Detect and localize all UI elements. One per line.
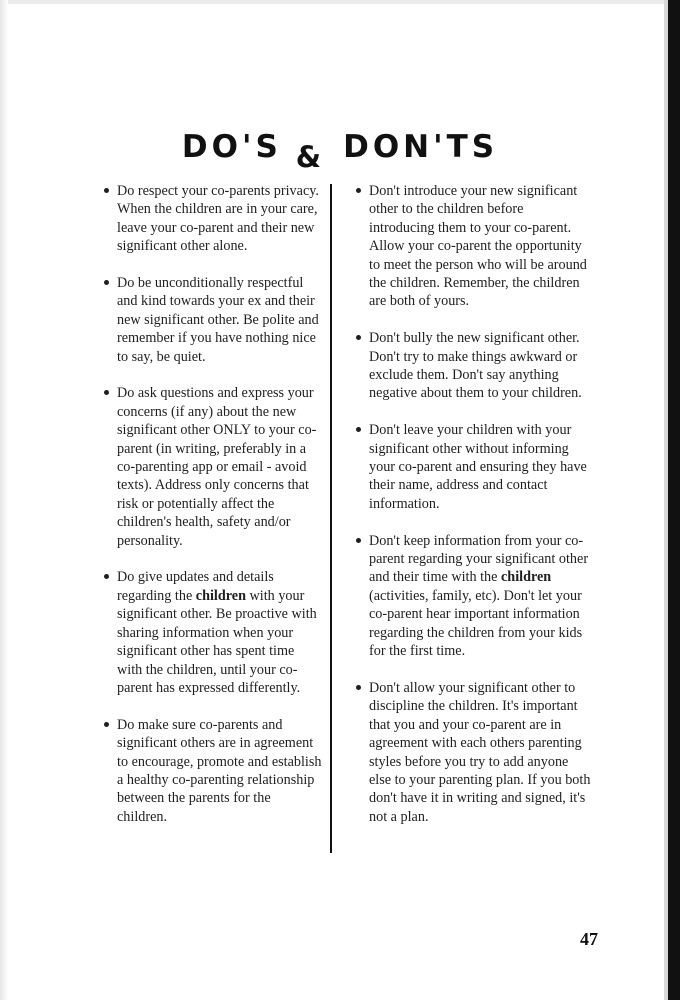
donts-item: Don't introduce your new significant other to the children before introducing them to your co-parent. Allow your co-parent the opportunity to meet the person who will be around the children. Remember, the children are both of yours. [352,182,592,311]
dos-list [100,182,322,826]
dos-item-text: Do give updates and details regarding the [117,569,274,604]
donts-item: Don't bully the new significant other. Don't try to make things awkward or exclude them. Don't say anything negative about them to your children. [352,329,592,403]
donts-column [352,182,592,845]
page-title [0,128,680,174]
title-ampersand: & [295,139,322,174]
dos-item: Do ask questions and express your concerns (if any) about the new significant other ONLY to your co-parent (in writing, preferably in a co-parenting app or email - avoid texts). Address only concerns that risk or potentially affect the children's health, safety and/or personality. [100,384,322,550]
title-donts: DON'TS [343,128,499,165]
dos-column [100,182,322,845]
dos-item-emphasis: children [195,587,246,604]
page-number: 47 [580,929,598,949]
donts-item-text: (activities, family, etc). Don't let your co-parent hear important information regarding the children from your kids for the first time. [369,587,583,660]
dos-item: Do respect your co-parents privacy. When the children are in your care, leave your co-parent and their new significant other alone. [100,182,322,256]
dos-item: Do be unconditionally respectful and kind towards your ex and their new significant other. Be polite and remember if you have nothing nice to say, be quiet. [100,274,322,366]
dos-item-text: with your significant other. Be proactive with sharing information when your significant other has spent time with the children, until your co-parent has expressed differently. [117,587,317,696]
title-dos: DO'S [181,128,282,165]
page-top-edge [0,0,680,4]
dos-item: Do make sure co-parents and significant others are in agreement to encourage, promote and establish a healthy co-parenting relationship between the parents for the children. [100,716,322,826]
donts-item: Don't allow your significant other to discipline the children. It's important that you and your co-parent are in agreement with each others parenting styles before you try to add anyone else to your parenting plan. If you both don't have it in writing and signed, it's not a plan. [352,679,592,826]
donts-list [352,182,592,826]
dos-item [100,568,322,697]
donts-item [352,532,592,661]
donts-item-emphasis: children [501,569,552,586]
column-divider [330,184,332,853]
donts-item: Don't leave your children with your significant other without informing your co-parent and ensuring they have their name, address and contact information. [352,421,592,513]
donts-item-text: Don't keep information from your co-parent regarding your significant other and their time with the [369,532,589,586]
